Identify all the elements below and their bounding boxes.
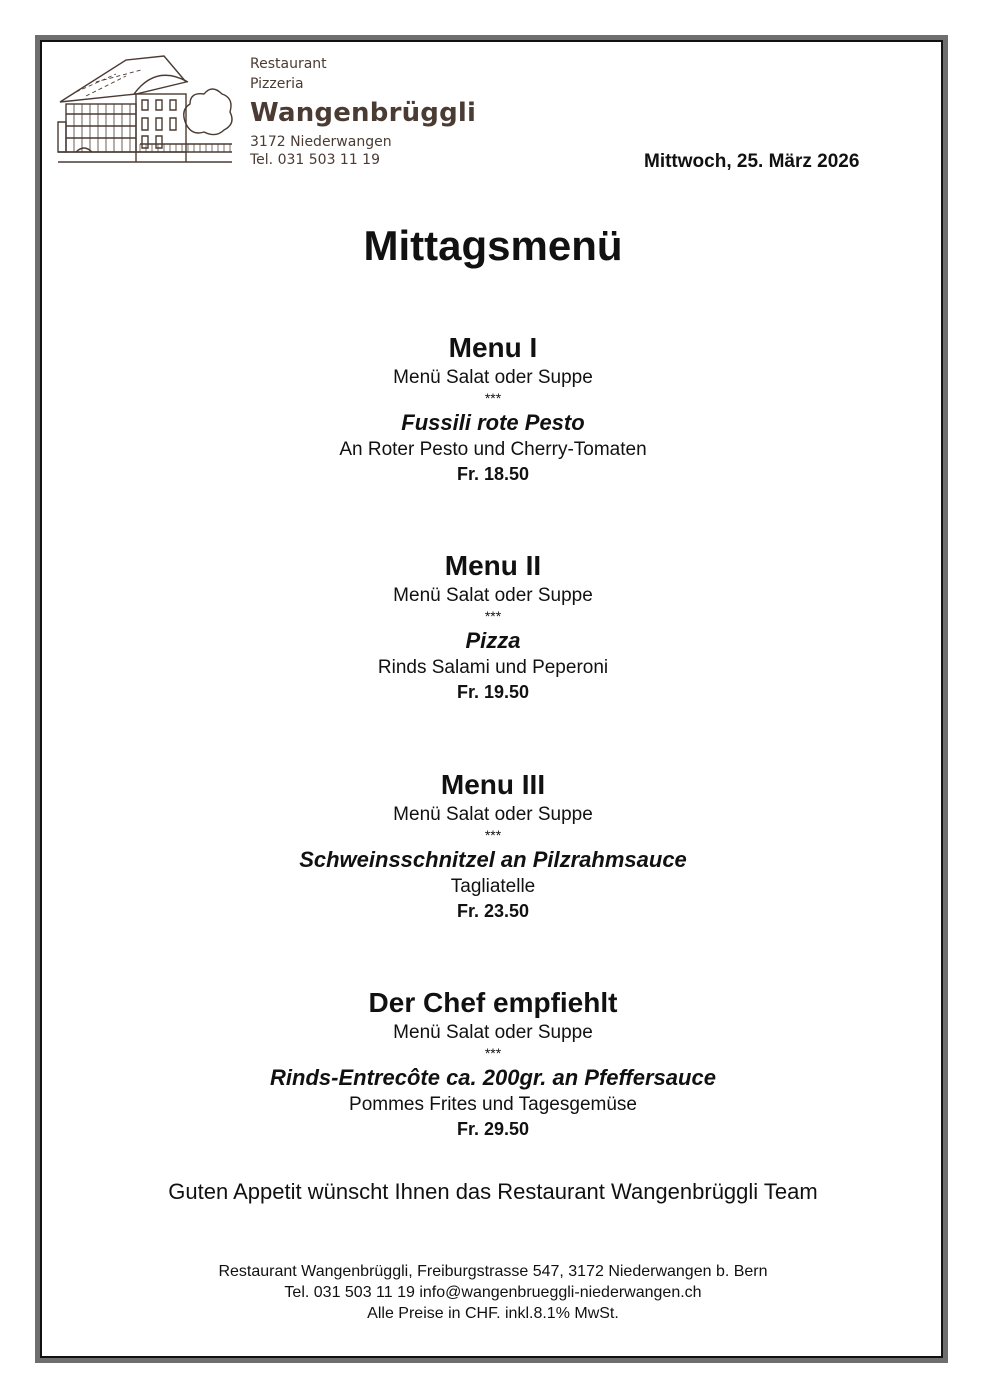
menu-description: Pommes Frites und Tagesgemüse <box>349 1094 637 1115</box>
menu-heading: Menu II <box>444 550 542 581</box>
menu-separator: *** <box>484 390 502 406</box>
menu-dish: Schweinsschnitzel an Pilzrahmsauce <box>299 847 687 872</box>
menu-description: Rinds Salami und Peperoni <box>377 657 609 678</box>
brand-phone: Tel. 031 503 11 19 <box>250 152 380 168</box>
menu-section-2 <box>0 548 986 704</box>
menu-heading: Menu I <box>448 332 538 363</box>
greeting-text: Guten Appetit wünscht Ihnen das Restaurant Wangenbrüggli Team <box>168 1179 818 1204</box>
menu-description: Tagliatelle <box>450 876 536 897</box>
menu-price: Fr. 19.50 <box>456 682 530 702</box>
menu-starter: Menü Salat oder Suppe <box>393 367 593 388</box>
menu-price: Fr. 23.50 <box>456 901 530 921</box>
brand-line-pizzeria: Pizzeria <box>250 76 304 92</box>
page-title: Mittagsmenü <box>363 222 623 269</box>
menu-dish: Fussili rote Pesto <box>401 410 585 435</box>
menu-section-3 <box>0 767 986 923</box>
menu-starter: Menü Salat oder Suppe <box>393 1022 593 1043</box>
menu-separator: *** <box>484 827 502 843</box>
menu-section-chef <box>0 985 986 1141</box>
menu-price: Fr. 29.50 <box>456 1119 530 1139</box>
menu-date: Mittwoch, 25. März 2026 <box>644 151 860 172</box>
brand-line-restaurant: Restaurant <box>250 56 327 72</box>
footer-contact: Tel. 031 503 11 19 info@wangenbrueggli-niederwangen.ch <box>284 1284 702 1301</box>
footer-price-note: Alle Preise in CHF. inkl.8.1% MwSt. <box>367 1305 619 1322</box>
restaurant-building-logo-icon <box>56 52 236 170</box>
brand-name: Wangenbrüggli <box>250 98 477 128</box>
menu-dish: Pizza <box>465 628 521 653</box>
menu-separator: *** <box>484 608 502 624</box>
menu-section-1 <box>0 330 986 486</box>
menu-price: Fr. 18.50 <box>456 464 530 484</box>
restaurant-brand-block <box>250 54 476 169</box>
menu-heading: Der Chef empfiehlt <box>368 987 618 1018</box>
menu-description: An Roter Pesto und Cherry-Tomaten <box>339 439 647 460</box>
menu-starter: Menü Salat oder Suppe <box>393 804 593 825</box>
menu-separator: *** <box>484 1045 502 1061</box>
brand-address: 3172 Niederwangen <box>250 134 392 150</box>
menu-heading: Menu III <box>440 769 546 800</box>
footer-address: Restaurant Wangenbrüggli, Freiburgstrasse 547, 3172 Niederwangen b. Bern <box>218 1263 768 1280</box>
menu-dish: Rinds-Entrecôte ca. 200gr. an Pfeffersauce <box>270 1065 716 1090</box>
footer <box>0 1261 986 1324</box>
menu-starter: Menü Salat oder Suppe <box>393 585 593 606</box>
